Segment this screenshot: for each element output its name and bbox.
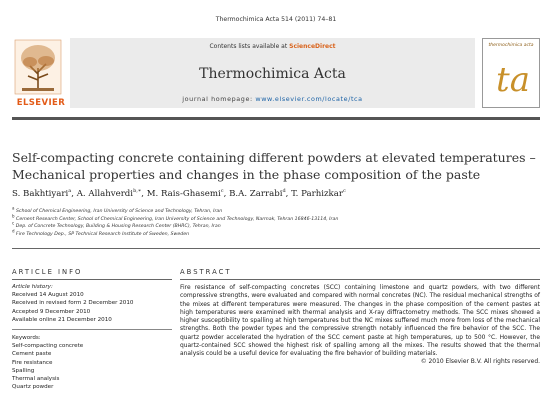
svg-text:ta: ta: [496, 60, 530, 100]
affiliation: $^a$ School of Chemical Engineering, Iran University of Science and Technology, Tehran, Iran: [12, 205, 223, 214]
article-history: [12, 283, 172, 324]
article-info-rule: [12, 279, 172, 280]
contents-line: [70, 43, 475, 50]
keyword: Spalling: [12, 367, 35, 374]
journal-homepage: [70, 95, 475, 103]
history-label: Article history:: [12, 284, 53, 290]
author-list: S. Bakhtiyari$^a$, A. Allahverdi$^{b,∗}$, M. Rais-Ghasemi$^c$, B.A. Zarrabi$^d$, T. Parhizkar$^c$: [12, 188, 346, 199]
author[interactable]: T. Parhizkar$^c$: [291, 188, 346, 199]
affiliations: [12, 205, 540, 238]
article-info-heading: ARTICLE INFO: [12, 268, 83, 276]
keywords: [12, 334, 172, 391]
abstract-body: [180, 284, 540, 367]
keyword: Thermal analysis: [12, 376, 60, 383]
journal-title: Thermochimica Acta: [199, 66, 346, 82]
affiliation: $^b$ Cement Research Center, School of Chemical Engineering, Iran University of Science and Technology, Narmak, Tehran 16846-13114, Iran: [12, 213, 339, 222]
article-title: Self-compacting concrete containing different powders at elevated temperatures – Mechanical properties and changes in the phase composition of the paste: [12, 150, 536, 182]
author[interactable]: M. Rais-Ghasemi$^c$: [146, 188, 224, 199]
homepage-prefix: journal homepage:: [182, 95, 256, 103]
elsevier-wordmark: ELSEVIER: [16, 98, 66, 108]
cover-ta-monogram: [493, 51, 533, 101]
section-divider: [12, 248, 540, 249]
abstract-rule: [180, 279, 540, 280]
copyright-notice: © 2010 Elsevier B.V. All rights reserved.: [420, 358, 540, 366]
homepage-link[interactable]: www.elsevier.com/locate/tca: [255, 95, 363, 103]
keyword: Cement paste: [12, 351, 52, 358]
keyword: Fire resistance: [12, 359, 53, 366]
history-item: Available online 21 December 2010: [12, 316, 112, 323]
author[interactable]: S. Bakhtiyari$^a$: [12, 188, 72, 199]
sciencedirect-link[interactable]: ScienceDirect: [289, 43, 336, 50]
keyword: Quartz powder: [12, 384, 54, 391]
journal-banner: [70, 38, 475, 108]
abstract-text: Fire resistance of self-compacting concretes (SCC) containing limestone and quartz powders, with two different compressive strengths, were evaluated and compared with normal concretes (NC). The residual mechanical strengths of the mixes at different temperatures were measured. The changes in the phase composition of the cement pastes at high temperatures were examined with thermal analysis and X-ray diffractometry methods. The SCC mixes showed a higher susceptibility to spalling at high temperatures but the NC mixes suffered much more from loss of the mechanical strengths. Both the powder types and the compressive strength notably influenced the fire behavior of the SCC. The quartz powder accelerated the hydration of the SCC cement paste at high temperatures, up to 500 °C. However, the quartz-contained SCC showed the highest risk of spalling among all the mixes. The results showed that the thermal analysis could be a useful device for evaluating the fire behavior of building materials.: [180, 284, 540, 357]
history-item: Received in revised form 2 December 2010: [12, 300, 134, 307]
cover-title: thermochimica acta: [488, 43, 534, 48]
keywords-divider: [12, 329, 172, 330]
journal-masthead: [12, 38, 540, 108]
keywords-label: Keywords:: [12, 335, 41, 341]
history-item: Received 14 August 2010: [12, 292, 84, 299]
author[interactable]: B.A. Zarrabi$^d$: [229, 188, 286, 199]
contents-prefix: Contents lists available at: [209, 43, 290, 50]
affiliation: $^d$ Fire Technology Dep., SP Technical Research Institute of Sweden, Sweden: [12, 228, 190, 237]
abstract-heading: ABSTRACT: [180, 268, 232, 276]
journal-cover-thumbnail: [482, 38, 540, 108]
journal-citation: Thermochimica Acta 514 (2011) 74–81: [215, 16, 337, 23]
keyword: Self-compacting concrete: [12, 343, 84, 350]
author[interactable]: A. Allahverdi$^{b,∗}$: [76, 188, 142, 199]
history-item: Accepted 9 December 2010: [12, 308, 91, 315]
header-divider: [12, 117, 540, 120]
affiliation: $^c$ Dep. of Concrete Technology, Building & Housing Research Center (BHRC), Tehran, Iran: [12, 220, 221, 230]
